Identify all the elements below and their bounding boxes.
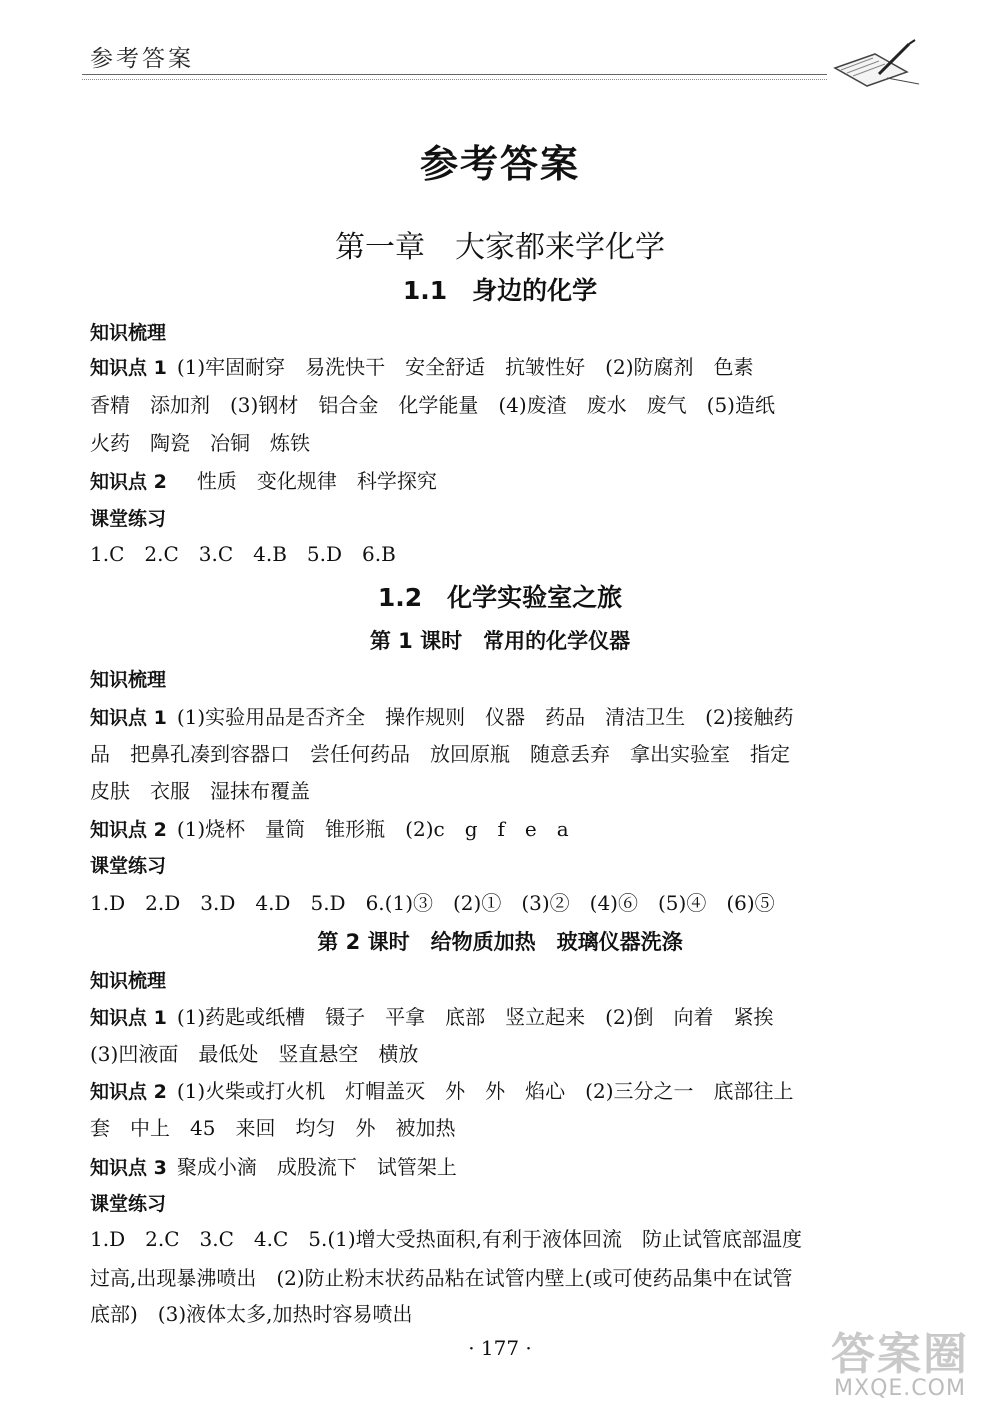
answer-text: 性质 变化规律 科学探究: [176, 469, 437, 493]
knowledge-point-label: 知识点 3: [90, 1157, 167, 1179]
answer-text: 聚成小滴 成股流下 试管架上: [176, 1155, 457, 1179]
knowledge-point-line: [90, 1001, 920, 1030]
main-title: 参考答案: [419, 142, 580, 186]
watermark-brand: 答案圈: [831, 1329, 969, 1380]
answer-line: 香精 添加剂 (3)钢材 铝合金 化学能量 (4)废渣 废水 废气 (5)造纸: [90, 393, 775, 417]
answer-line: 套 中上 45 来回 均匀 外 被加热: [90, 1116, 456, 1140]
practice-heading: 课堂练习: [90, 508, 167, 530]
knowledge-point-label: 知识点 2: [90, 471, 167, 493]
watermark-url: MXQE.COM: [834, 1376, 966, 1401]
knowledge-point-label: 知识点 2: [90, 819, 167, 841]
answer-line: 火药 陶瓷 冶铜 炼铁: [90, 431, 310, 455]
watermark: [810, 1318, 990, 1413]
knowledge-point-label: 知识点 1: [90, 1007, 167, 1029]
knowledge-point-line: [90, 465, 920, 494]
answer-line: 1.D 2.C 3.C 4.C 5.(1)增大受热面积,有利于液体回流 防止试管底部温度: [90, 1227, 803, 1251]
knowledge-point-line: [90, 351, 920, 380]
lesson-title-1: 第 1 课时 常用的化学仪器: [369, 629, 631, 653]
answer-text: (1)烧杯 量筒 锥形瓶 (2)c g f e a: [176, 817, 569, 841]
answer-line: 1.D 2.D 3.D 4.D 5.D 6.(1)③ (2)① (3)② (4)⑥ (5)④ (6)⑤: [90, 891, 775, 915]
page-header: [82, 38, 922, 88]
answer-line: 过高,出现暴沸喷出 (2)防止粉末状药品粘在试管内壁上(或可使药品集中在试管: [90, 1266, 793, 1290]
knowledge-heading: 知识梳理: [90, 970, 167, 992]
knowledge-point-line: [90, 1075, 920, 1104]
practice-heading: 课堂练习: [90, 1193, 167, 1215]
answer-text: (1)火柴或打火机 灯帽盖灭 外 外 焰心 (2)三分之一 底部往上: [176, 1079, 794, 1103]
answer-text: (1)药匙或纸槽 镊子 平拿 底部 竖立起来 (2)倒 向着 紧挨: [176, 1005, 774, 1029]
lesson-title-2: 第 2 课时 给物质加热 玻璃仪器洗涤: [317, 930, 683, 954]
knowledge-point-label: 知识点 1: [90, 357, 167, 379]
section-title-1-2: 1.2 化学实验室之旅: [377, 583, 623, 612]
practice-heading: 课堂练习: [90, 855, 167, 877]
knowledge-point-line: [90, 701, 920, 730]
knowledge-heading: 知识梳理: [90, 322, 167, 344]
answer-text: (1)牢固耐穿 易洗快干 安全舒适 抗皱性好 (2)防腐剂 色素: [176, 355, 754, 379]
answer-text: (1)实验用品是否齐全 操作规则 仪器 药品 清洁卫生 (2)接触药: [176, 705, 794, 729]
answer-line: 1.C 2.C 3.C 4.B 5.D 6.B: [90, 542, 396, 566]
answer-line: 皮肤 衣服 湿抹布覆盖: [90, 779, 310, 803]
section-title-1-1: 1.1 身边的化学: [402, 276, 598, 305]
knowledge-point-line: [90, 1151, 920, 1180]
answer-line: 品 把鼻孔凑到容器口 尝任何药品 放回原瓶 随意丢弃 拿出实验室 指定: [90, 742, 790, 766]
knowledge-point-label: 知识点 2: [90, 1081, 167, 1103]
answer-line: 底部) (3)液体太多,加热时容易喷出: [90, 1302, 413, 1326]
page-number: · 177 ·: [468, 1336, 532, 1360]
knowledge-point-label: 知识点 1: [90, 707, 167, 729]
header-rule: [82, 74, 827, 80]
notebook-pen-icon: [827, 38, 922, 88]
knowledge-point-line: [90, 813, 920, 842]
chapter-title: 第一章 大家都来学化学: [335, 230, 665, 265]
answer-line: (3)凹液面 最低处 竖直悬空 横放: [90, 1042, 419, 1066]
running-title: 参考答案: [90, 46, 194, 72]
knowledge-heading: 知识梳理: [90, 669, 167, 691]
